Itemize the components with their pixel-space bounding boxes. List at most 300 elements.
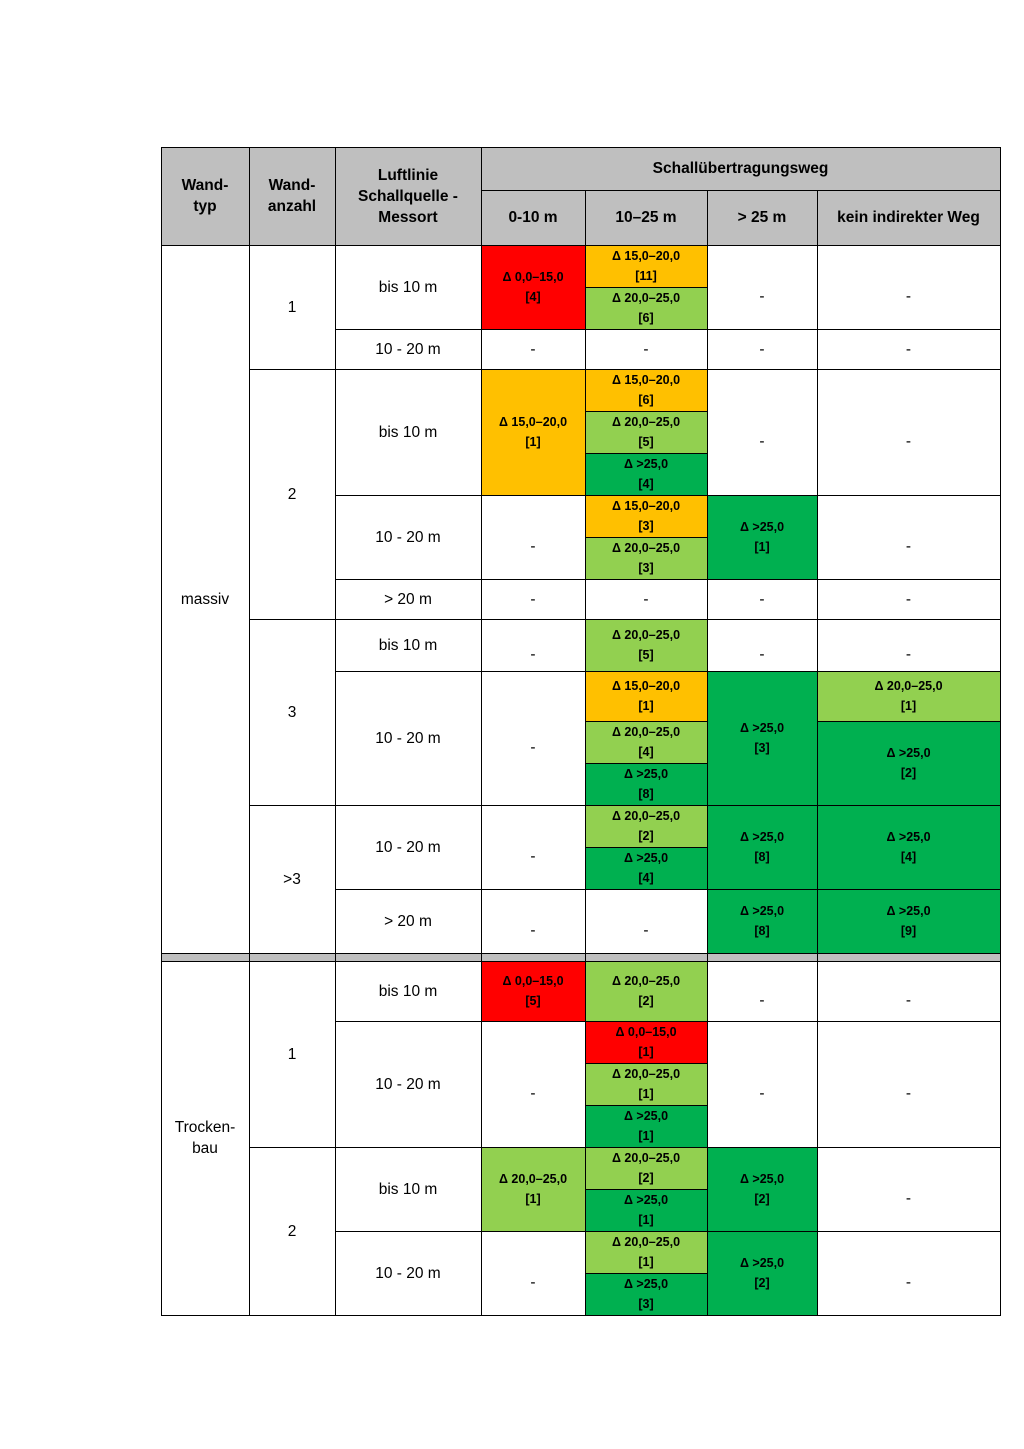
value-cell-kein-line: [2]: [900, 766, 917, 780]
value-cell-0-10: [481, 671, 585, 805]
value-cell-gt25-line: -: [759, 991, 765, 1009]
grid-line: [707, 953, 818, 954]
value-cell-0-10-line: -: [530, 645, 536, 663]
grid-line: [817, 1231, 1001, 1232]
grid-line: [481, 245, 586, 246]
value-cell-kein-line: -: [905, 537, 912, 555]
grid-line: [585, 495, 708, 496]
grid-line: [585, 961, 708, 962]
grid-line: [161, 147, 1001, 148]
grid-line: [707, 1021, 818, 1022]
grid-line: [585, 619, 708, 620]
grid-line: [481, 147, 482, 1316]
value-cell-10-25-line: Δ 20,0–25,0: [611, 291, 681, 305]
grid-line: [335, 495, 482, 496]
grid-line: [817, 329, 1001, 330]
value-cell-0-10-line: [1]: [525, 1192, 541, 1206]
value-cell-10-25-line: [1]: [638, 1087, 654, 1101]
value-cell-10-25-line: [4]: [638, 477, 654, 491]
value-cell-10-25: [585, 1147, 707, 1189]
grid-line: [817, 619, 1001, 620]
grid-line: [817, 1147, 1001, 1148]
grid-line: [585, 1231, 708, 1232]
value-cell-10-25-line: [1]: [638, 1255, 654, 1269]
value-cell-kein: [817, 889, 1000, 953]
grid-line: [585, 1063, 708, 1064]
value-cell-10-25: [585, 1273, 707, 1315]
header-col-gt25: > 25 m: [707, 190, 817, 245]
grid-line: [335, 329, 482, 330]
distance-cell: 10 - 20 m: [335, 1231, 481, 1315]
grid-line: [481, 329, 586, 330]
value-cell-0-10: [481, 579, 585, 619]
grid-line: [249, 147, 250, 1316]
value-cell-gt25: [707, 619, 817, 671]
value-cell-10-25: [585, 453, 707, 495]
grid-line: [481, 369, 586, 370]
header-wandtyp-line: typ: [193, 198, 217, 215]
value-cell-kein-line: -: [905, 1189, 912, 1207]
value-cell-10-25-line: [3]: [638, 1297, 654, 1311]
distance-cell: bis 10 m: [335, 369, 481, 495]
header-luftlinie-line: Schallquelle -: [358, 187, 458, 205]
value-cell-kein-line: -: [905, 340, 912, 358]
distance-cell: bis 10 m: [335, 1147, 481, 1231]
value-cell-gt25-line: [8]: [754, 924, 770, 938]
grid-line: [817, 889, 1001, 890]
value-cell-10-25-line: [6]: [638, 311, 654, 325]
value-cell-10-25-line: [4]: [638, 745, 654, 759]
value-cell-0-10-line: [5]: [525, 994, 541, 1008]
distance-cell: > 20 m: [335, 579, 481, 619]
value-cell-gt25-line: [2]: [754, 1192, 770, 1206]
value-cell-kein-line: Δ 20,0–25,0: [874, 679, 943, 693]
grid-line: [249, 245, 336, 246]
header-wandtyp: [161, 147, 249, 245]
value-cell-0-10: [481, 369, 585, 495]
grid-line: [585, 805, 708, 806]
grid-line: [585, 1147, 708, 1148]
value-cell-kein-line: -: [905, 1084, 912, 1102]
value-cell-gt25-line: Δ >25,0: [739, 830, 785, 844]
value-cell-10-25-line: -: [643, 340, 649, 358]
value-cell-10-25-line: Δ >25,0: [623, 1193, 669, 1207]
value-cell-gt25: [707, 1021, 817, 1147]
value-cell-gt25: [707, 1231, 817, 1315]
grid-line: [585, 1315, 708, 1316]
grid-line: [817, 1315, 1001, 1316]
grid-line: [585, 245, 708, 246]
wandtyp-cell-line: bau: [192, 1140, 218, 1157]
value-cell-0-10: [481, 805, 585, 889]
distance-cell: bis 10 m: [335, 245, 481, 329]
value-cell-0-10: [481, 961, 585, 1021]
value-cell-10-25: [585, 763, 707, 805]
wandanzahl-cell: 1: [249, 961, 335, 1147]
value-cell-kein: [817, 329, 1000, 369]
grid-line: [335, 1231, 482, 1232]
value-cell-10-25-line: Δ 20,0–25,0: [611, 974, 681, 988]
value-cell-0-10-line: -: [530, 1084, 536, 1102]
value-cell-10-25-line: Δ 15,0–20,0: [611, 249, 681, 263]
value-cell-10-25: [585, 245, 707, 287]
value-cell-10-25-line: [6]: [638, 393, 654, 407]
grid-line: [481, 953, 586, 954]
value-cell-kein: [817, 805, 1000, 889]
value-cell-kein: [817, 369, 1000, 495]
grid-line: [335, 1315, 482, 1316]
value-cell-10-25-line: Δ 15,0–20,0: [611, 679, 681, 693]
grid-line: [585, 537, 708, 538]
grid-line: [585, 1189, 708, 1190]
value-cell-kein: [817, 245, 1000, 329]
value-cell-gt25: [707, 369, 817, 495]
grid-line: [707, 369, 818, 370]
value-cell-10-25-line: Δ 20,0–25,0: [611, 1067, 681, 1081]
grid-line: [335, 245, 482, 246]
header-luftlinie-line: Luftlinie: [377, 166, 439, 184]
value-cell-kein-line: [9]: [900, 924, 917, 938]
grid-line: [481, 1315, 586, 1316]
value-cell-kein-line: [4]: [900, 850, 917, 864]
grid-line: [585, 453, 708, 454]
value-cell-10-25-line: Δ 20,0–25,0: [611, 541, 681, 555]
value-cell-10-25: [585, 889, 707, 953]
header-luftlinie: [335, 147, 481, 245]
value-cell-10-25: [585, 1105, 707, 1147]
value-cell-gt25: [707, 805, 817, 889]
value-cell-gt25: [707, 1147, 817, 1231]
value-cell-10-25-line: [3]: [638, 561, 654, 575]
grid-line: [249, 369, 336, 370]
wandtyp-cell-line: massiv: [180, 590, 230, 608]
header-col-10-25: 10–25 m: [585, 190, 707, 245]
value-cell-gt25-line: [3]: [754, 741, 770, 755]
wandanzahl-cell: >3: [249, 805, 335, 953]
value-cell-kein: [817, 495, 1000, 579]
value-cell-0-10: [481, 889, 585, 953]
grid-line: [585, 369, 708, 370]
value-cell-0-10-line: [1]: [525, 435, 541, 449]
grid-line: [335, 889, 482, 890]
grid-line: [817, 245, 1001, 246]
grid-line: [585, 671, 708, 672]
section-separator: [161, 953, 1000, 961]
distance-cell: 10 - 20 m: [335, 671, 481, 805]
grid-line: [481, 805, 586, 806]
value-cell-10-25: [585, 579, 707, 619]
value-cell-kein-line: Δ >25,0: [886, 746, 931, 760]
value-cell-gt25: [707, 671, 817, 805]
grid-line: [707, 579, 818, 580]
grid-line: [817, 805, 1001, 806]
grid-line: [249, 1315, 336, 1316]
grid-line: [707, 961, 818, 962]
value-cell-kein: [817, 1231, 1000, 1315]
wandtyp-cell-line: Trocken-: [174, 1119, 236, 1136]
value-cell-gt25-line: Δ >25,0: [739, 1256, 785, 1270]
value-cell-kein-line: -: [905, 645, 912, 663]
value-cell-10-25: [585, 671, 707, 721]
wandanzahl-cell: 2: [249, 1147, 335, 1315]
grid-line: [481, 619, 586, 620]
grid-line: [707, 619, 818, 620]
grid-line: [335, 961, 482, 962]
grid-line: [585, 1273, 708, 1274]
header-luftlinie-line: Messort: [378, 208, 438, 226]
value-cell-gt25-line: Δ >25,0: [739, 721, 785, 735]
value-cell-0-10-line: -: [530, 738, 536, 756]
grid-line: [707, 1231, 818, 1232]
value-cell-0-10: [481, 245, 585, 329]
value-cell-gt25-line: -: [759, 340, 765, 358]
value-cell-10-25-line: [5]: [638, 435, 654, 449]
grid-line: [481, 1147, 586, 1148]
grid-line: [335, 805, 482, 806]
value-cell-kein: [817, 961, 1000, 1021]
header-wandtyp-line: Wand-: [181, 177, 229, 194]
value-cell-gt25: [707, 495, 817, 579]
value-cell-0-10-line: Δ 15,0–20,0: [498, 415, 568, 429]
value-cell-10-25-line: [11]: [635, 269, 657, 283]
grid-line: [585, 847, 708, 848]
value-cell-kein-line: -: [905, 590, 912, 608]
grid-line: [335, 619, 482, 620]
value-cell-10-25: [585, 329, 707, 369]
value-cell-10-25-line: Δ 20,0–25,0: [611, 1235, 681, 1249]
value-cell-gt25-line: -: [759, 1084, 765, 1102]
value-cell-kein: [817, 1021, 1000, 1147]
value-cell-gt25-line: -: [759, 432, 765, 450]
value-cell-0-10: [481, 1021, 585, 1147]
grid-line: [481, 961, 586, 962]
value-cell-gt25-line: -: [759, 287, 765, 305]
value-cell-10-25-line: Δ >25,0: [623, 1277, 669, 1291]
value-cell-10-25-line: -: [643, 921, 649, 939]
grid-line: [335, 953, 482, 954]
value-cell-kein-line: Δ >25,0: [886, 830, 931, 844]
grid-line: [707, 1315, 818, 1316]
value-cell-10-25-line: [1]: [638, 1129, 654, 1143]
value-cell-10-25: [585, 1063, 707, 1105]
value-cell-10-25-line: [3]: [638, 519, 654, 533]
value-cell-gt25: [707, 329, 817, 369]
value-cell-0-10: [481, 1231, 585, 1315]
value-cell-10-25-line: Δ >25,0: [623, 851, 669, 865]
value-cell-kein-line: -: [905, 1273, 912, 1291]
grid-line: [249, 1147, 336, 1148]
grid-line: [707, 495, 818, 496]
distance-cell: bis 10 m: [335, 961, 481, 1021]
value-cell-10-25: [585, 537, 707, 579]
value-cell-gt25: [707, 245, 817, 329]
value-cell-10-25-line: [5]: [638, 648, 654, 662]
grid-line: [481, 495, 586, 496]
value-cell-kein-line: -: [905, 287, 912, 305]
value-cell-kein: [817, 1147, 1000, 1231]
grid-line: [585, 579, 708, 580]
value-cell-10-25-line: Δ 20,0–25,0: [611, 628, 681, 642]
value-cell-10-25: [585, 1231, 707, 1273]
header-schalluebertragungsweg: Schallübertragungsweg: [481, 147, 1000, 190]
value-cell-0-10: [481, 1147, 585, 1231]
value-cell-10-25-line: [1]: [638, 1213, 654, 1227]
grid-line: [249, 961, 336, 962]
grid-line: [585, 1021, 708, 1022]
distance-cell: 10 - 20 m: [335, 805, 481, 889]
grid-line: [161, 147, 162, 1316]
header-wandanzahl-line: Wand-: [268, 177, 316, 194]
value-cell-10-25: [585, 721, 707, 763]
grid-line: [249, 953, 336, 954]
grid-line: [335, 1147, 482, 1148]
value-cell-10-25-line: Δ >25,0: [623, 457, 669, 471]
value-cell-gt25-line: Δ >25,0: [739, 904, 785, 918]
grid-line: [481, 671, 586, 672]
value-cell-10-25-line: Δ 20,0–25,0: [611, 415, 681, 429]
value-cell-0-10-line: -: [530, 1273, 536, 1291]
value-cell-kein: [817, 721, 1000, 805]
value-cell-10-25-line: -: [643, 590, 649, 608]
value-cell-10-25-line: Δ >25,0: [623, 1109, 669, 1123]
grid-line: [335, 369, 482, 370]
distance-cell: > 20 m: [335, 889, 481, 953]
value-cell-0-10-line: Δ 20,0–25,0: [498, 1172, 568, 1186]
value-cell-kein-line: Δ >25,0: [886, 904, 931, 918]
header-col-kein: kein indirekter Weg: [817, 190, 1000, 245]
value-cell-gt25-line: -: [759, 645, 765, 663]
value-cell-gt25-line: Δ >25,0: [739, 520, 785, 534]
grid-line: [817, 961, 1001, 962]
value-cell-10-25-line: [1]: [638, 1045, 654, 1059]
value-cell-0-10-line: -: [530, 340, 536, 358]
value-cell-0-10-line: [4]: [525, 290, 541, 304]
value-cell-kein-line: -: [905, 432, 912, 450]
value-cell-10-25: [585, 961, 707, 1021]
value-cell-10-25: [585, 805, 707, 847]
grid-line: [1000, 147, 1001, 1316]
grid-line: [817, 1021, 1001, 1022]
value-cell-10-25-line: Δ 20,0–25,0: [611, 809, 681, 823]
value-cell-gt25-line: [2]: [754, 1276, 770, 1290]
header-wandanzahl-line: anzahl: [267, 198, 317, 215]
value-cell-0-10-line: -: [530, 847, 536, 865]
value-cell-10-25-line: [2]: [638, 829, 654, 843]
grid-line: [585, 889, 708, 890]
grid-line: [707, 329, 818, 330]
value-cell-0-10-line: -: [530, 590, 536, 608]
grid-line: [707, 671, 818, 672]
value-cell-10-25-line: [2]: [638, 994, 654, 1008]
value-cell-10-25-line: [8]: [638, 787, 654, 801]
distance-cell: 10 - 20 m: [335, 495, 481, 579]
grid-line: [335, 1021, 482, 1022]
grid-line: [335, 147, 336, 1316]
value-cell-gt25: [707, 579, 817, 619]
header-col-0-10: 0-10 m: [481, 190, 585, 245]
distance-cell: bis 10 m: [335, 619, 481, 671]
value-cell-kein: [817, 671, 1000, 721]
value-cell-gt25: [707, 889, 817, 953]
wandanzahl-cell: 2: [249, 369, 335, 619]
value-cell-gt25-line: -: [759, 590, 765, 608]
value-cell-10-25-line: [1]: [638, 699, 654, 713]
value-cell-10-25: [585, 1189, 707, 1231]
grid-line: [585, 287, 708, 288]
value-cell-kein: [817, 579, 1000, 619]
grid-line: [249, 619, 336, 620]
value-cell-10-25-line: Δ 15,0–20,0: [611, 373, 681, 387]
value-cell-10-25-line: [2]: [638, 1171, 654, 1185]
grid-line: [817, 495, 1001, 496]
grid-line: [335, 671, 482, 672]
grid-line: [481, 579, 586, 580]
value-cell-10-25-line: Δ 15,0–20,0: [611, 499, 681, 513]
value-cell-10-25-line: Δ 0,0–15,0: [615, 1025, 677, 1039]
value-cell-0-10: [481, 619, 585, 671]
value-cell-gt25-line: Δ >25,0: [739, 1172, 785, 1186]
wandanzahl-cell: 1: [249, 245, 335, 369]
value-cell-10-25: [585, 287, 707, 329]
grid-line: [585, 329, 708, 330]
value-cell-10-25: [585, 369, 707, 411]
grid-line: [335, 579, 482, 580]
grid-line: [707, 889, 818, 890]
distance-cell: 10 - 20 m: [335, 329, 481, 369]
value-cell-10-25: [585, 1021, 707, 1063]
value-cell-10-25: [585, 619, 707, 671]
value-cell-0-10: [481, 329, 585, 369]
value-cell-kein-line: [1]: [900, 699, 917, 713]
value-cell-10-25-line: [4]: [638, 871, 654, 885]
grid-line: [585, 721, 708, 722]
wandtyp-cell: [161, 245, 249, 953]
value-cell-gt25-line: [1]: [754, 540, 770, 554]
grid-line: [817, 721, 1001, 722]
distance-cell: 10 - 20 m: [335, 1021, 481, 1147]
value-cell-10-25: [585, 495, 707, 537]
grid-line: [585, 1105, 708, 1106]
wandanzahl-cell: 3: [249, 619, 335, 805]
value-cell-10-25: [585, 411, 707, 453]
value-cell-0-10-line: -: [530, 921, 536, 939]
value-cell-0-10-line: -: [530, 537, 536, 555]
value-cell-gt25: [707, 961, 817, 1021]
grid-line: [707, 1147, 818, 1148]
value-cell-10-25-line: Δ >25,0: [623, 767, 669, 781]
header-wandanzahl: [249, 147, 335, 245]
grid-line: [481, 889, 586, 890]
grid-line: [481, 1231, 586, 1232]
grid-line: [707, 805, 818, 806]
grid-line: [481, 1021, 586, 1022]
grid-line: [707, 245, 818, 246]
value-cell-kein: [817, 619, 1000, 671]
grid-line: [585, 763, 708, 764]
value-cell-0-10-line: Δ 0,0–15,0: [502, 974, 564, 988]
value-cell-10-25-line: Δ 20,0–25,0: [611, 1151, 681, 1165]
value-cell-0-10-line: Δ 0,0–15,0: [502, 270, 564, 284]
grid-line: [817, 369, 1001, 370]
grid-line: [817, 671, 1001, 672]
value-cell-10-25-line: Δ 20,0–25,0: [611, 725, 681, 739]
wandtyp-cell: [161, 961, 249, 1315]
grid-line: [817, 953, 1001, 954]
grid-line: [481, 190, 1000, 191]
value-cell-0-10: [481, 495, 585, 579]
value-cell-kein-line: -: [905, 991, 912, 1009]
grid-line: [585, 953, 708, 954]
